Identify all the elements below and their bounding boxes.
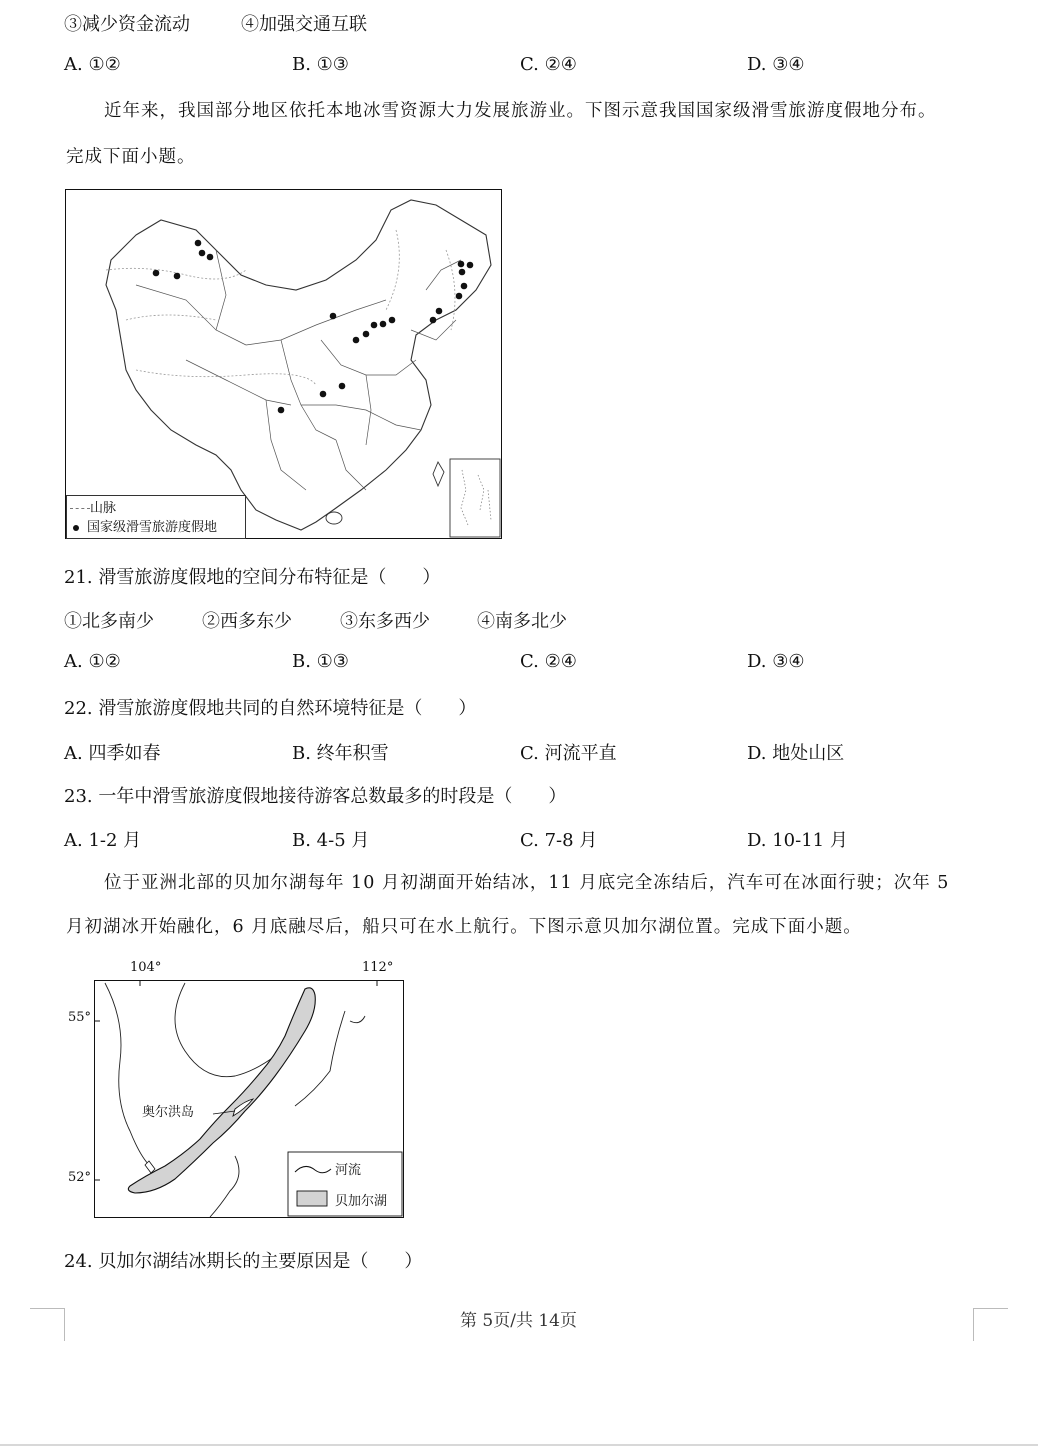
map2-lon-112: 112° bbox=[362, 960, 394, 975]
mountain-symbol bbox=[70, 508, 90, 509]
q22-option-a: A. 四季如春 bbox=[64, 743, 161, 764]
q20-option-a: A. ①② bbox=[64, 54, 121, 75]
south-china-sea-inset bbox=[450, 459, 500, 537]
olkhon-island-label: 奥尔洪岛 bbox=[142, 1105, 195, 1120]
q21-option-a: A. ①② bbox=[64, 651, 121, 672]
q21-stem: 21. 滑雪旅游度假地的空间分布特征是（ ） bbox=[64, 567, 441, 588]
legend-mountain-row bbox=[70, 497, 116, 516]
china-outline-map bbox=[66, 190, 501, 538]
q23-option-d: D. 10-11 月 bbox=[747, 830, 848, 851]
china-ski-resort-map bbox=[65, 189, 502, 539]
q23-option-c: C. 7-8 月 bbox=[520, 830, 598, 851]
baikal-map-drawing bbox=[95, 981, 403, 1217]
map2-lat-52: 52° bbox=[68, 1170, 92, 1185]
q23-option-a: A. 1-2 月 bbox=[64, 830, 142, 851]
q23-option-b: B. 4-5 月 bbox=[292, 830, 370, 851]
q24-stem: 24. 贝加尔湖结冰期长的主要原因是（ ） bbox=[64, 1251, 423, 1272]
page-number: 第 5页/共 14页 bbox=[460, 1311, 577, 1331]
q21-item-2: ②西多东少 bbox=[202, 611, 292, 632]
intro1-line1: 近年来，我国部分地区依托本地冰雪资源大力发展旅游业。下图示意我国国家级滑雪旅游度假地分布。 bbox=[104, 101, 937, 121]
intro2-line1: 位于亚洲北部的贝加尔湖每年 10 月初湖面开始结冰，11 月底完全冻结后，汽车可在冰面行驶；次年 5 bbox=[104, 873, 950, 893]
q20-option-d: D. ③④ bbox=[747, 54, 805, 75]
crop-mark-left bbox=[30, 1308, 65, 1341]
baikal-map bbox=[94, 980, 404, 1218]
resort-dot-icon bbox=[73, 525, 79, 531]
q21-option-b: B. ①③ bbox=[292, 651, 349, 672]
legend-resort-row bbox=[73, 516, 217, 535]
intro2-line2: 月初湖冰开始融化，6 月底融尽后，船只可在水上航行。下图示意贝加尔湖位置。完成下面小题。 bbox=[66, 917, 862, 937]
legend-river-label: 河流 bbox=[335, 1163, 362, 1178]
q21-option-c: C. ②④ bbox=[520, 651, 577, 672]
intro1-line2: 完成下面小题。 bbox=[66, 147, 196, 167]
q21-item-3: ③东多西少 bbox=[340, 611, 430, 632]
q23-stem: 23. 一年中滑雪旅游度假地接待游客总数最多的时段是（ ） bbox=[64, 786, 567, 807]
q20-option-b: B. ①③ bbox=[292, 54, 349, 75]
q20-option-c: C. ②④ bbox=[520, 54, 577, 75]
page-bottom-divider bbox=[0, 1444, 1038, 1446]
q22-option-b: B. 终年积雪 bbox=[292, 743, 389, 764]
baikal-lake-shape bbox=[128, 988, 315, 1193]
legend-resort-label: 国家级滑雪旅游度假地 bbox=[87, 520, 218, 535]
map2-lon-104: 104° bbox=[130, 960, 162, 975]
q22-stem: 22. 滑雪旅游度假地共同的自然环境特征是（ ） bbox=[64, 698, 477, 719]
map1-legend bbox=[66, 495, 246, 539]
crop-mark-right bbox=[973, 1308, 1008, 1341]
q22-option-c: C. 河流平直 bbox=[520, 743, 617, 764]
q20-item-4: ④加强交通互联 bbox=[241, 14, 367, 35]
legend-mountain-label: 山脉 bbox=[90, 501, 117, 516]
legend-lake-label: 贝加尔湖 bbox=[335, 1194, 388, 1209]
q22-option-d: D. 地处山区 bbox=[747, 743, 845, 764]
q21-option-d: D. ③④ bbox=[747, 651, 805, 672]
map2-lat-55: 55° bbox=[68, 1010, 92, 1025]
q21-item-4: ④南多北少 bbox=[477, 611, 567, 632]
q20-item-3: ③减少资金流动 bbox=[64, 14, 190, 35]
q21-item-1: ①北多南少 bbox=[64, 611, 154, 632]
lake-legend-symbol bbox=[297, 1191, 327, 1206]
